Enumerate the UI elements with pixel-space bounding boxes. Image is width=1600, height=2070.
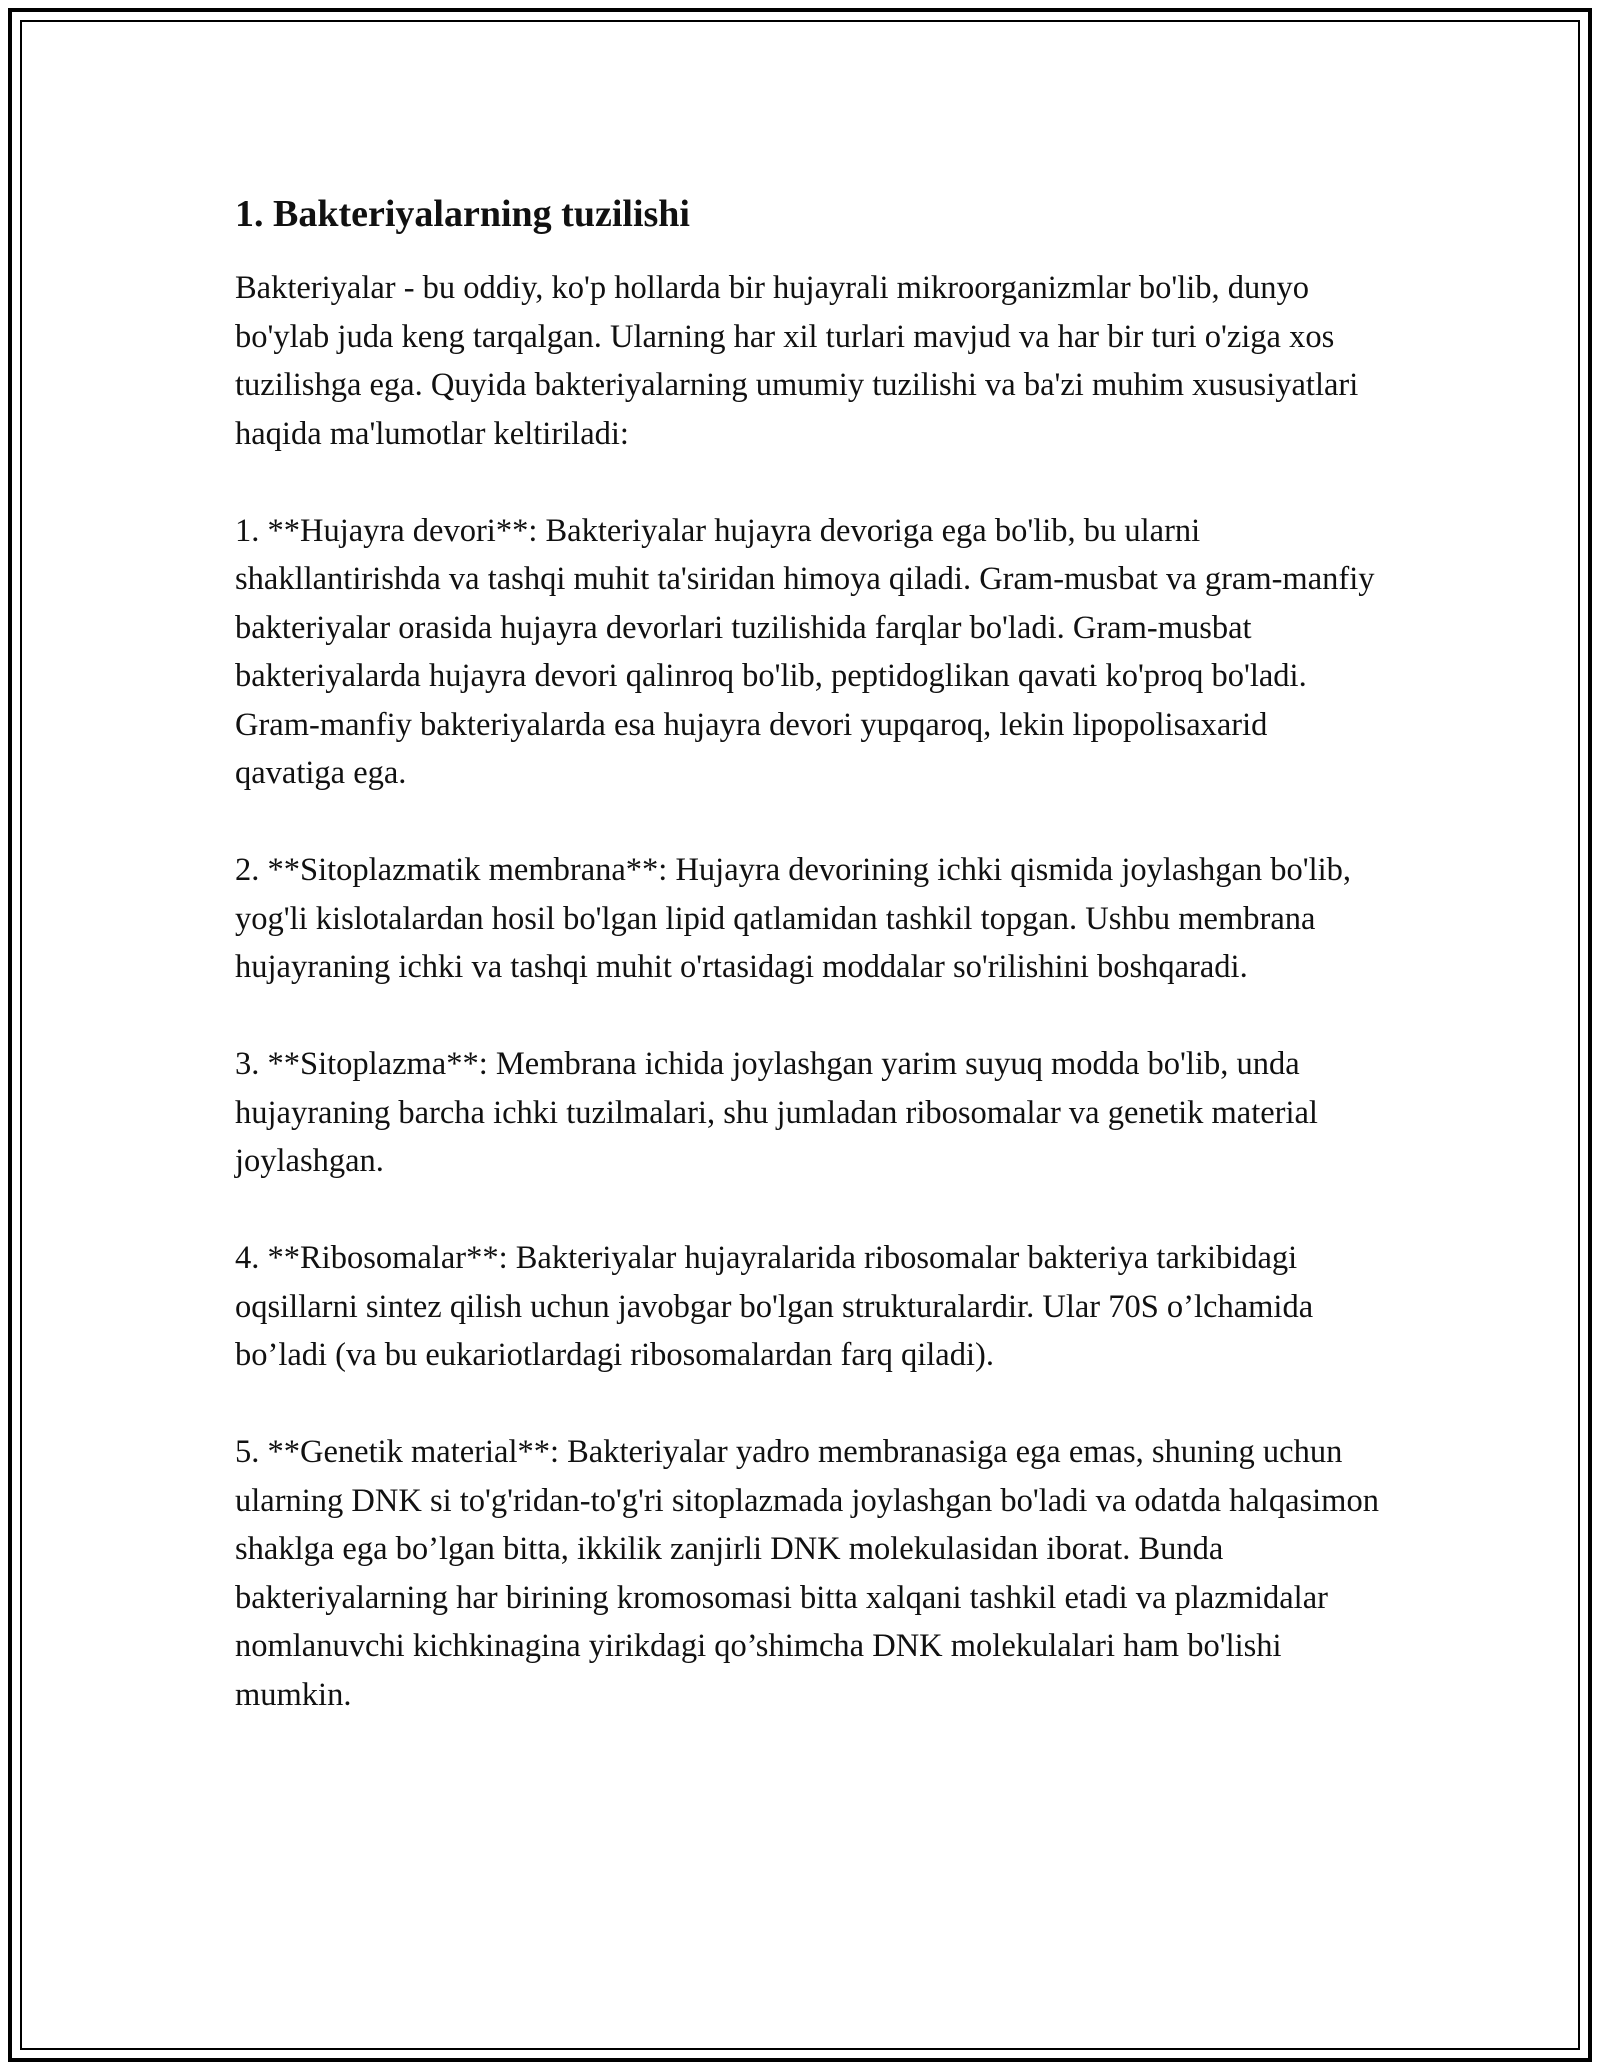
paragraph-genetic-material: 5. **Genetik material**: Bakteriyalar yadro membranasiga ega emas, shuning uchun ularning DNK si to'g'ridan-to'g'ri sitoplazmada joylashgan bo'ladi va odatda halqasimon shaklga ega bo’lgan bitta, ikkilik zanjirli DNK molekulasidan iborat. Bunda bakteriyalarning har birining kromosomasi bitta xalqani tashkil etadi va plazmidalar nomlanuvchi kichkinagina yirikdagi qo’shimcha DNK molekulalari ham bo'lishi mumkin.	[235, 1434, 1379, 1713]
paragraph-cytoplasm: 3. **Sitoplazma**: Membrana ichida joylashgan yarim suyuq modda bo'lib, unda hujayraning barcha ichki tuzilmalari, shu jumladan ribosomalar va genetik material joylashgan.	[235, 1046, 1318, 1179]
paragraph-cytoplasmic-membrane: 2. **Sitoplazmatik membrana**: Hujayra devorining ichki qismida joylashgan bo'lib, yog'li kislotalardan hosil bo'lgan lipid qatlamidan tashkil topgan. Ushbu membrana hujayraning ichki va tashqi muhit o'rtasidagi moddalar so'rilishini boshqaradi.	[235, 852, 1352, 985]
intro-paragraph: Bakteriyalar - bu oddiy, ko'p hollarda bir hujayrali mikroorganizmlar bo'lib, dunyo bo'ylab juda keng tarqalgan. Ularning har xil turlari mavjud va har bir turi o'ziga xos tuzilishga ega. Quyida bakteriyalarning umumiy tuzilishi va ba'zi muhim xususiyatlari haqida ma'lumotlar keltiriladi:	[235, 270, 1359, 452]
document-body	[235, 188, 1385, 1719]
paragraph-ribosomes: 4. **Ribosomalar**: Bakteriyalar hujayralarida ribosomalar bakteriya tarkibidagi oqsillarni sintez qilish uchun javobgar bo'lgan strukturalardir. Ular 70S o’lchamida bo’ladi (va bu eukariotlardagi ribosomalardan farq qiladi).	[235, 1240, 1314, 1373]
paragraph-cell-wall: 1. **Hujayra devori**: Bakteriyalar hujayra devoriga ega bo'lib, bu ularni shakllantirishda va tashqi muhit ta'siridan himoya qiladi. Gram-musbat va gram-manfiy bakteriyalar orasida hujayra devorlari tuzilishida farqlar bo'ladi. Gram-musbat bakteriyalarda hujayra devori qalinroq bo'lib, peptidoglikan qavati ko'proq bo'ladi. Gram-manfiy bakteriyalarda esa hujayra devori yupqaroq, lekin lipopolisaxarid qavatiga ega.	[235, 512, 1375, 791]
document-title: 1. Bakteriyalarning tuzilishi	[235, 193, 690, 235]
